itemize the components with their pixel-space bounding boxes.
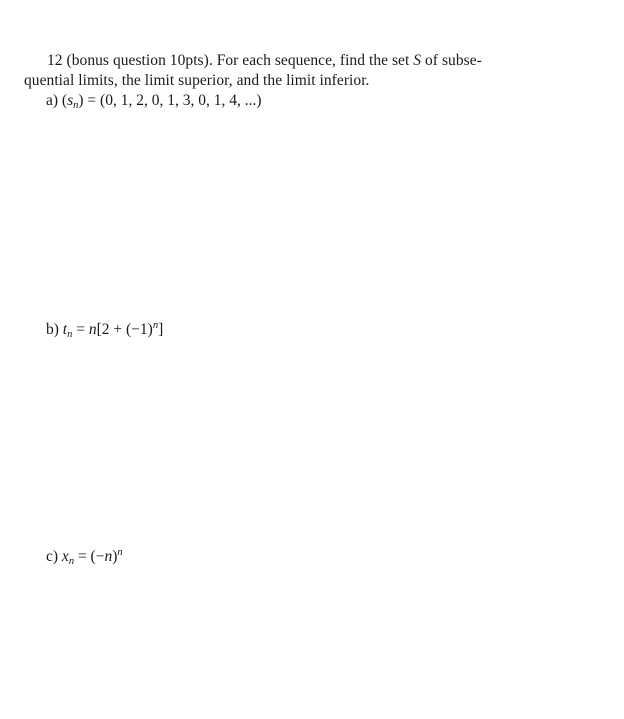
part-a-label: a): [46, 92, 62, 109]
part-c-open: = (−: [74, 548, 105, 565]
problem-intro-end: of subse-: [421, 52, 482, 69]
part-b-close: ]: [158, 321, 164, 338]
part-a-sequence: ) = (0, 1, 2, 0, 1, 3, 0, 1, 4, ...): [78, 92, 262, 109]
part-c-n: n: [104, 548, 113, 565]
part-b-bracket-expr: [2 + (−1): [96, 321, 153, 338]
part-b-subscript: n: [67, 329, 73, 340]
part-a-lparen: (: [61, 92, 68, 109]
part-b-n: n: [88, 321, 97, 338]
part-c-close: ): [112, 548, 118, 565]
part-a-variable: s: [67, 92, 74, 109]
part-b: [46, 320, 163, 340]
problem-statement-line-2: quential limits, the limit superior, and the limit inferior.: [24, 72, 370, 89]
part-c-variable: x: [61, 548, 69, 565]
problem-statement-line-1: [47, 51, 482, 71]
part-c-superscript: n: [117, 547, 123, 558]
part-c: [46, 547, 123, 567]
set-symbol: S: [413, 52, 422, 69]
part-a: [46, 91, 262, 111]
part-c-subscript: n: [68, 556, 75, 567]
part-b-variable: t: [62, 321, 68, 338]
part-a-subscript: n: [73, 100, 79, 111]
part-b-equals: =: [72, 321, 89, 338]
problem-intro-text: 12 (bonus question 10pts). For each sequence, find the set: [47, 52, 414, 69]
part-b-label: b): [46, 321, 63, 338]
part-b-superscript: n: [152, 320, 159, 331]
part-c-label: c): [46, 548, 62, 565]
